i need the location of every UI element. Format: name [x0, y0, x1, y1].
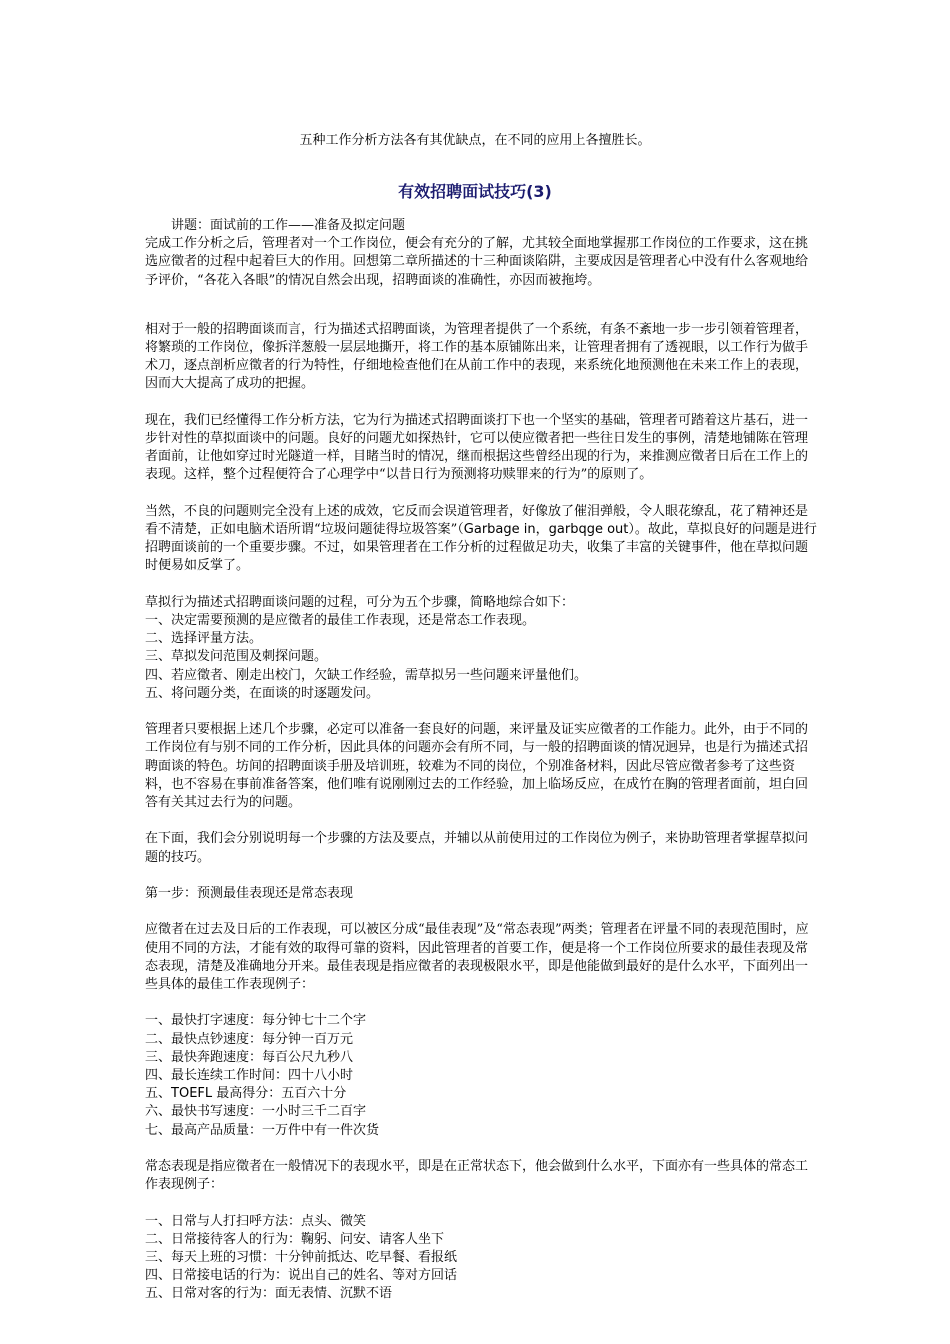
list-item: 三、最快奔跑速度：每百公尺九秒八 — [145, 1049, 354, 1065]
paragraph-text: 当然，不良的问题则完全没有上述的成效，它反而会误道管理者，好像放了催泪弹般，令人眼花缭乱，花了精神还是看不清楚，正如电脑术语所谓“垃圾问题徒得垃圾答案”（ — [145, 503, 809, 538]
list-item: 四、日常接电话的行为：说出自己的姓名、等对方回话 — [145, 1268, 458, 1284]
paragraph — [145, 503, 817, 576]
paragraph: 在下面，我们会分别说明每一个步骤的方法及要点，并辅以从前使用过的工作岗位为例子，来协助管理者掌握草拟问题的技巧。 — [145, 831, 809, 865]
paragraph-text: ）。故此，草拟良好的问题是进行招聘面谈前的一个重要步骤。不过，如果管理者在工作分析的过程做足功夫，收集了丰富的关键事件，他在草拟问题时便易如反掌了。 — [145, 522, 817, 574]
lecture-topic: 讲题：面试前的工作——准备及拟定问题 — [171, 218, 406, 233]
list-item-prefix: 五、 — [145, 1086, 172, 1102]
paragraph: 相对于一般的招聘面谈而言，行为描述式招聘面谈，为管理者提供了一个系统，有条不紊地一步一步引领着管理者，将繁琐的工作岗位，像拆洋葱般一层层地撕开，将工作的基本原铺陈出来，让管理者拥有了透视眼，以工作行为做手术刀，逐点剖析应徵者的行为特性，仔细地检查他们在从前工作中的表现，来系统化地预测他在未来工作上的表现，因而大大提高了成功的把握。 — [145, 321, 809, 392]
list-item: 六、最快书写速度：一小时三千二百字 — [145, 1104, 367, 1120]
list-item: 二、日常接待客人的行为：鞠躬、问安、请客人坐下 — [145, 1231, 445, 1247]
garbage-phrase: Garbage in，garbqge out — [463, 522, 629, 538]
intro-sentence: 五种工作分析方法各有其优缺点，在不同的应用上各擅胜长。 — [299, 133, 651, 148]
list-item: 一、决定需要预测的是应徵者的最佳工作表现，还是常态工作表现。 — [145, 613, 536, 629]
list-item: 二、选择评量方法。 — [145, 631, 263, 647]
list-item: 四、若应徵者、刚走出校门，欠缺工作经验，需草拟另一些问题来评量他们。 — [145, 667, 588, 683]
paragraph: 现在，我们已经懂得工作分析方法，它为行为描述式招聘面谈打下也一个坚实的基础，管理者可踏着这片基石，进一步针对性的草拟面谈中的问题。良好的问题尤如探热针，它可以使应徵者把一些往日发生的事例，清楚地铺陈在管理者面前，让他如穿过时光隧道一样，目睹当时的情况，继而根据这些曾经出现的行为，来推测应徵者日后在工作上的表现。这样，整个过程便符合了心理学中“以昔日行为预测将功赎罪来的行为”的原则了。 — [145, 412, 809, 483]
paragraph: 管理者只要根据上述几个步骤，必定可以准备一套良好的问题，来评量及证实应徵者的工作能力。此外，由于不同的工作岗位有与别不同的工作分析，因此具体的问题亦会有所不同，与一般的招聘面谈的情况迥异，也是行为描述式招聘面谈的特色。坊间的招聘面谈手册及培训班，较难为不同的岗位，个别准备材料，因此尽管应徵者参考了这些资料，也不容易在事前准备答案，他们唯有说刚刚过去的工作经验，加上临场反应，在成竹在胸的管理者面前，坦白回答有关其过去行为的问题。 — [145, 722, 809, 811]
step-heading: 第一步：预测最佳表现还是常态表现 — [145, 886, 354, 902]
list-item: 三、每天上班的习惯：十分钟前抵达、吃早餐、看报纸 — [145, 1250, 458, 1266]
paragraph: 应徵者在过去及日后的工作表现，可以被区分成“最佳表现”及“常态表现”两类；管理者在评量不同的表现范围时，应使用不同的方法，才能有效的取得可靠的资料，因此管理者的首要工作，便是将一个工作岗位所要求的最佳表现及常态表现，清楚及准确地分开来。最佳表现是指应徵者的表现极限水平，即是他能做到最好的是什么水平，下面列出一些具体的最佳工作表现例子： — [145, 922, 809, 993]
list-item: 五、将问题分类，在面谈的时逐题发问。 — [145, 685, 380, 701]
toefl-label: TOEFL — [171, 1086, 213, 1102]
list-item: 七、最高产品质量：一万件中有一件次货 — [145, 1122, 380, 1138]
list-item: 四、最长连续工作时间：四十八小时 — [145, 1068, 354, 1084]
list-item: 二、最快点钞速度：每分钟一百万元 — [145, 1031, 354, 1047]
list-item: 三、草拟发问范围及刺探问题。 — [145, 649, 328, 665]
list-item — [145, 1085, 817, 1103]
list-item-text: 最高得分：五百六十分 — [212, 1086, 347, 1102]
paragraph: 常态表现是指应徵者在一般情况下的表现水平，即是在正常状态下，他会做到什么水平，下面亦有一些具体的常态工作表现例子： — [145, 1159, 809, 1193]
paragraph: 草拟行为描述式招聘面谈问题的过程，可分为五个步骤，简略地综合如下： — [145, 594, 575, 610]
list-item: 五、日常对客的行为：面无表情、沉默不语 — [145, 1286, 393, 1302]
article-title: 有效招聘面试技巧(3) — [398, 182, 552, 201]
article-body — [145, 217, 817, 1304]
list-item: 一、日常与人打扫呼方法：点头、微笑 — [145, 1213, 367, 1229]
paragraph: 完成工作分析之后，管理者对一个工作岗位，便会有充分的了解，尤其较全面地掌握那工作岗位的工作要求，这在挑选应徵者的过程中起着巨大的作用。回想第二章所描述的十三种面谈陷阱，主要成因是管理者心中没有什么客观地给予评价，“各花入各眼”的情况自然会出现，招聘面谈的准确性，亦因而被拖垮。 — [145, 236, 809, 288]
list-item: 一、最快打字速度：每分钟七十二个字 — [145, 1013, 367, 1029]
